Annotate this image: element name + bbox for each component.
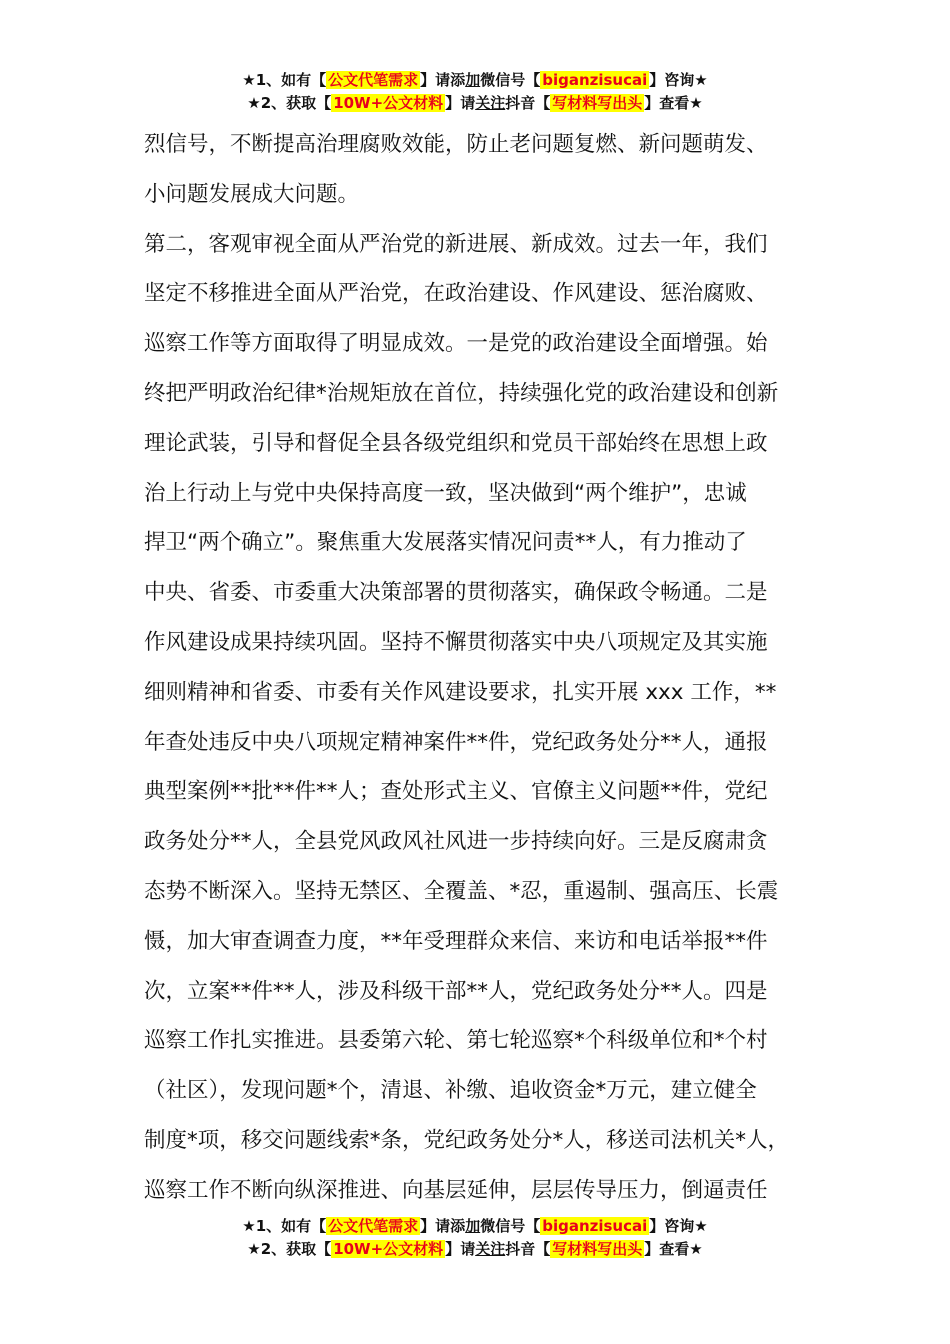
body-line: 典型案例**批**件**人；查处形式主义、官僚主义问题**件，党纪 — [144, 779, 768, 805]
banner-text: 】咨询★ — [649, 71, 708, 89]
banner-highlight: biganzisucai — [542, 1217, 648, 1235]
banner-text: ★1、如有【 — [242, 71, 327, 89]
body-line: 年查处违反中央八项规定精神案件**件，党纪政务处分**人，通报 — [144, 729, 768, 755]
body-line: 制度*项，移交问题线索*条，党纪政务处分*人，移送司法机关*人， — [144, 1127, 790, 1153]
banner-text: 】请 — [445, 94, 476, 112]
body-line: 政务处分**人，全县党风政风社风进一步持续向好。三是反腐肃贪 — [144, 829, 768, 855]
banner-line-2 — [0, 93, 950, 116]
body-line: 巡察工作扎实推进。县委第六轮、第七轮巡察*个科级单位和*个村 — [144, 1028, 768, 1054]
body-line: 态势不断深入。坚持无禁区、全覆盖、*忍，重遏制、强高压、长震 — [144, 878, 779, 904]
body-line: 小问题发展成大问题。 — [144, 181, 360, 207]
body-line: 巡察工作等方面取得了明显成效。一是党的政治建设全面增强。始 — [144, 331, 768, 357]
banner-line-1 — [0, 1216, 950, 1239]
banner-underlined-text: 加 — [465, 71, 481, 89]
banner-text: ★1、如有【 — [242, 1217, 327, 1235]
body-line: 第二，客观审视全面从严治党的新进展、新成效。过去一年，我们 — [144, 231, 768, 257]
body-line: 作风建设成果持续巩固。坚持不懈贯彻落实中央八项规定及其实施 — [144, 629, 768, 655]
footer-banner — [0, 1216, 950, 1262]
body-line: 坚定不移推进全面从严治党，在政治建设、作风建设、惩治腐败、 — [144, 281, 768, 307]
banner-text: 】咨询★ — [649, 1217, 708, 1235]
banner-text: 】请添 — [420, 1217, 466, 1235]
header-banner — [0, 70, 950, 116]
banner-text: 抖音【 — [505, 1240, 551, 1258]
body-line: 慑，加大审查调查力度，**年受理群众来信、来访和电话举报**件 — [144, 928, 768, 954]
body-line: 次，立案**件**人，涉及科级干部**人，党纪政务处分**人。四是 — [144, 978, 768, 1004]
banner-highlight: biganzisucai — [542, 71, 648, 89]
banner-line-2 — [0, 1239, 950, 1262]
banner-highlight: 10W+公文材料 — [333, 1240, 444, 1258]
banner-highlight: 公文代笔需求 — [328, 1217, 419, 1235]
body-line: （社区），发现问题*个，清退、补缴、追收资金*万元，建立健全 — [144, 1078, 757, 1104]
banner-text: ★2、获取【 — [247, 1240, 332, 1258]
document-body — [144, 120, 816, 1216]
body-line: 治上行动上与党中央保持高度一致，坚决做到“两个维护”，忠诚 — [144, 480, 747, 506]
banner-underlined-text: 关注 — [475, 94, 506, 112]
banner-text: 】查看★ — [644, 94, 703, 112]
banner-text: 微信号【 — [480, 1217, 541, 1235]
body-line: 理论武装，引导和督促全县各级党组织和党员干部始终在思想上政 — [144, 430, 768, 456]
banner-highlight: 10W+公文材料 — [333, 94, 444, 112]
banner-text: 微信号【 — [480, 71, 541, 89]
banner-text: ★2、获取【 — [247, 94, 332, 112]
banner-underlined-text: 关注 — [475, 1240, 506, 1258]
banner-text: 】请 — [445, 1240, 476, 1258]
body-line: 终把严明政治纪律*治规矩放在首位，持续强化党的政治建设和创新 — [144, 380, 779, 406]
banner-highlight: 公文代笔需求 — [328, 71, 419, 89]
body-line: 巡察工作不断向纵深推进、向基层延伸，层层传导压力，倒逼责任 — [144, 1177, 768, 1203]
banner-text: 抖音【 — [505, 94, 551, 112]
body-line: 中央、省委、市委重大决策部署的贯彻落实，确保政令畅通。二是 — [144, 580, 768, 606]
banner-highlight: 写材料写出头 — [552, 94, 643, 112]
banner-underlined-text: 加 — [465, 1217, 481, 1235]
banner-text: 】查看★ — [644, 1240, 703, 1258]
banner-line-1 — [0, 70, 950, 93]
banner-text: 】请添 — [420, 71, 466, 89]
banner-highlight: 写材料写出头 — [552, 1240, 643, 1258]
body-line: 烈信号，不断提高治理腐败效能，防止老问题复燃、新问题萌发、 — [144, 132, 768, 157]
body-line: 捍卫“两个确立”。聚焦重大发展落实情况问责**人，有力推动了 — [144, 530, 747, 556]
body-line: 细则精神和省委、市委有关作风建设要求，扎实开展 xxx 工作，** — [144, 679, 777, 705]
